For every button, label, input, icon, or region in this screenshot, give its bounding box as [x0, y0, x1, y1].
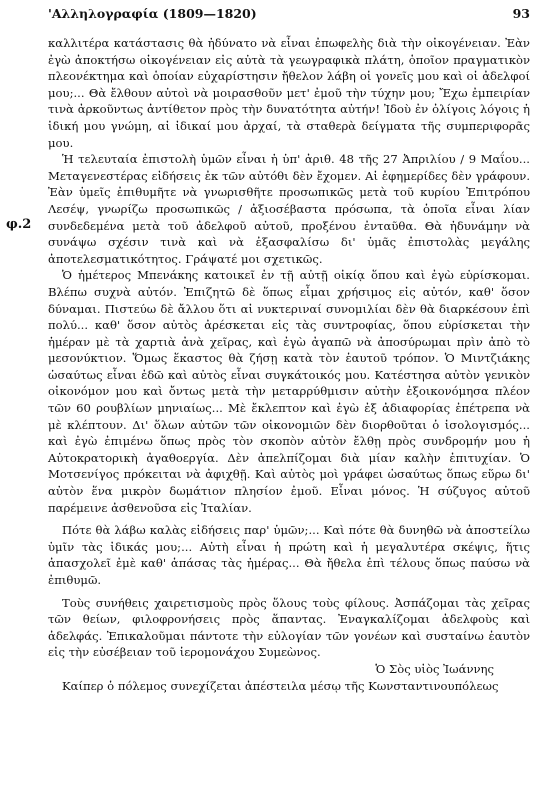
paragraph-greetings: Τοὺς συνήθεις χαιρετισμοὺς πρὸς ὅλους τοὺς φίλους. Ἀσπάζομαι τὰς χεῖρας τῶν θείων, φιλοφρονήσεις πρὸς ἅπαντας. Ἐναγκαλίζομαι ἀδελφοὺς καὶ ἀδελφάς. Ἐπικαλοῦμαι πάντοτε τὴν εὐλογίαν τῶν γονέων καὶ συσταίνω ἑαυτὸν εἰς τὴν εὐσέβειαν τοῦ ἱερομονάχου Συμεὼνος.: [48, 595, 530, 660]
folio-margin-note: φ.2: [6, 217, 32, 232]
page-number: 93: [512, 6, 530, 21]
signature: Ὁ Σὸς υἱὸς Ἰωάννης: [375, 661, 494, 676]
paragraph-benakis: Ὁ ἡμέτερος Μπενάκης κατοικεῖ ἐν τῇ αὐτῇ οἰκίᾳ ὅπου καὶ ἐγὼ εὑρίσκομαι. Βλέπω συχνὰ αὐτόν. Ἐπιζητῶ δὲ ὅπως εἶμαι χρήσιμος εἰς αὐτόν, καθ' ὅσον δύναμαι. Πιστεύω δὲ ἄλλου ὅτι αἱ νυκτεριναί συνομιλίαι δὲν θὰ διαρκέσουν ἐπὶ πολύ... καθ' ὅσον αὐτὸς ἀρέσκεται εἰς τὰς συντροφίας, ὅπου εὑρίσκεται τὴν ἡμέραν μὲ τὰ χαρτιὰ ἀνὰ χεῖρας, καὶ ἐγὼ ἀγαπῶ νὰ ἀποσύρωμαι πρὶν ἀπὸ τὸ μεσονύκτιον. Ὅμως ἕκαστος θὰ ζήσῃ κατὰ τὸν ἑαυτοῦ τρόπον. Ὁ Μιντζιάκης ὡσαύτως εἶναι ἐδῶ καὶ αὐτὸς εἶναι συγκάτοικός μου. Κατέστησα αὐτὸν γενικὸν οἰκονόμον μου καὶ ὄντως μετὰ τὴν μεταρρύθμισιν αὐτὴν ἐξοικονόμησα πλέον τῶν 60 ρουβλίων μηνιαίως... Μὲ ἔκλεπτον καὶ ἐγὼ ἐξ ἀδιαφορίας ἐπέτρεπα νὰ μὲ κλέπτουν. Δι' ὅλων αὐτῶν τῶν οἰκονομιῶν δὲν διορθοῦται ὁ ἰσολογισμός... καὶ ἐγὼ ἐπιμένω ὅπως πρὸς τὸν σκοπὸν αὐτὸν ἔλθῃ πρὸς συνδρομήν μου ἡ Αὐτοκρατορικὴ ἀγαθοεργία. Δὲν ἀπελπίζομαι διὰ μίαν καλὴν ἐπιτυχίαν. Ὁ Μοτσενίγος πρόκειται νὰ ἀφιχθῇ. Καὶ αὐτὸς μοὶ γράφει ὡσαύτως ὅπως εὕρω δι' αὐτὸν ἕνα μικρὸν δωμάτιον πλησίον ἐμοῦ. Εἶναι μόνος. Ἡ σύζυγος αὐτοῦ παρέμεινε ἀσθενοῦσα εἰς Ἰταλίαν.: [48, 268, 530, 515]
letter-body: [48, 35, 530, 694]
paragraph-news: Πότε θὰ λάβω καλὰς εἰδήσεις παρ' ὑμῶν;... Καὶ πότε θὰ δυνηθῶ νὰ ἀποστείλω ὑμῖν τὰς ἰδικάς μου;... Αὐτὴ εἶναι ἡ πρώτη καὶ ἡ μεγαλυτέρα σκέψις, ἥτις ἀπασχολεῖ ἐμὲ καθ' ἁπάσας τὰς ἡμέρας... Θὰ ἤθελα ἐπὶ τέλους ὅπως παύσω νὰ ἐπιθυμῶ.: [48, 523, 530, 587]
page-header: [48, 6, 530, 24]
paragraph-continued: καλλιτέρα κατάστασις θὰ ἠδύνατο νὰ εἶναι ἐπωφελὴς διὰ τὴν οἰκογένειαν. Ἐὰν ἐγὼ ἀποκτήσω οἰκογένειαν εἰς αὐτὰ τὰ γεωγραφικὰ πλάτη, ὁποῖον πραγματικὸν πλεονέκτημα καὶ ὁποίαν εὐχαρίστησιν ἤθελον λάβη οἱ γονεῖς μου καὶ οἱ ἀδελφοί μου;... Θὰ ἔλθουν αὐτοὶ νὰ μοιρασθοῦν μετ' ἐμοῦ τὴν τύχην μου; Ἔχω ἐμπειρίαν τινὰ ἀρκοῦντως ἀντίθετον πρὸς τὴν δυνατότητα αὐτήν! Ἰδοὺ ἐν ὀλίγοις λόγοις ἡ ἰδική μου γνώμη, αἱ ἰδικαί μου ἀρχαί, τὰ σταθερὰ δείγματα τῆς συμπεριφορᾶς μου.: [48, 36, 530, 150]
running-title: 'Αλληλογραφία (1809—1820): [48, 6, 257, 21]
postscript: Καίπερ ὁ πόλεμος συνεχίζεται ἀπέστειλα μέσῳ τῆς Κωνσταντινουπόλεως: [62, 678, 499, 693]
paragraph-last-letter: Ἡ τελευταία ἐπιστολὴ ὑμῶν εἶναι ἡ ὑπ' ἀριθ. 48 τῆς 27 Ἀπριλίου / 9 Μαΐου... Μεταγενεστέρας εἰδήσεις ἐκ τῶν αὐτόθι δὲν ἔχομεν. Αἱ ἐφημερίδες δὲν γράφουν. Ἐὰν ὑμεῖς ἐπιθυμῆτε νὰ γνωρισθῆτε προσωπικῶς μετὰ τοῦ κυρίου Ἐπιτρόπου Λεσέψ, γνωρίζω προσωπικῶς / ἀξιοσέβαστα πρόσωπα, τὰ ὁποῖα εἶναι λίαν συνδεδεμένα μετὰ τοῦ ἀδελφοῦ αὐτοῦ, προξένου ἐνταῦθα. Θὰ ἠδυνάμην νὰ συνάψω σχέσιν τινὰ καὶ νὰ ἐξασφαλίσω δι' ὑμᾶς ἐπιστολὰς μεγάλης ἀποτελεσματικότητος. Γράψατέ μοι σχετικῶς.: [48, 152, 530, 266]
